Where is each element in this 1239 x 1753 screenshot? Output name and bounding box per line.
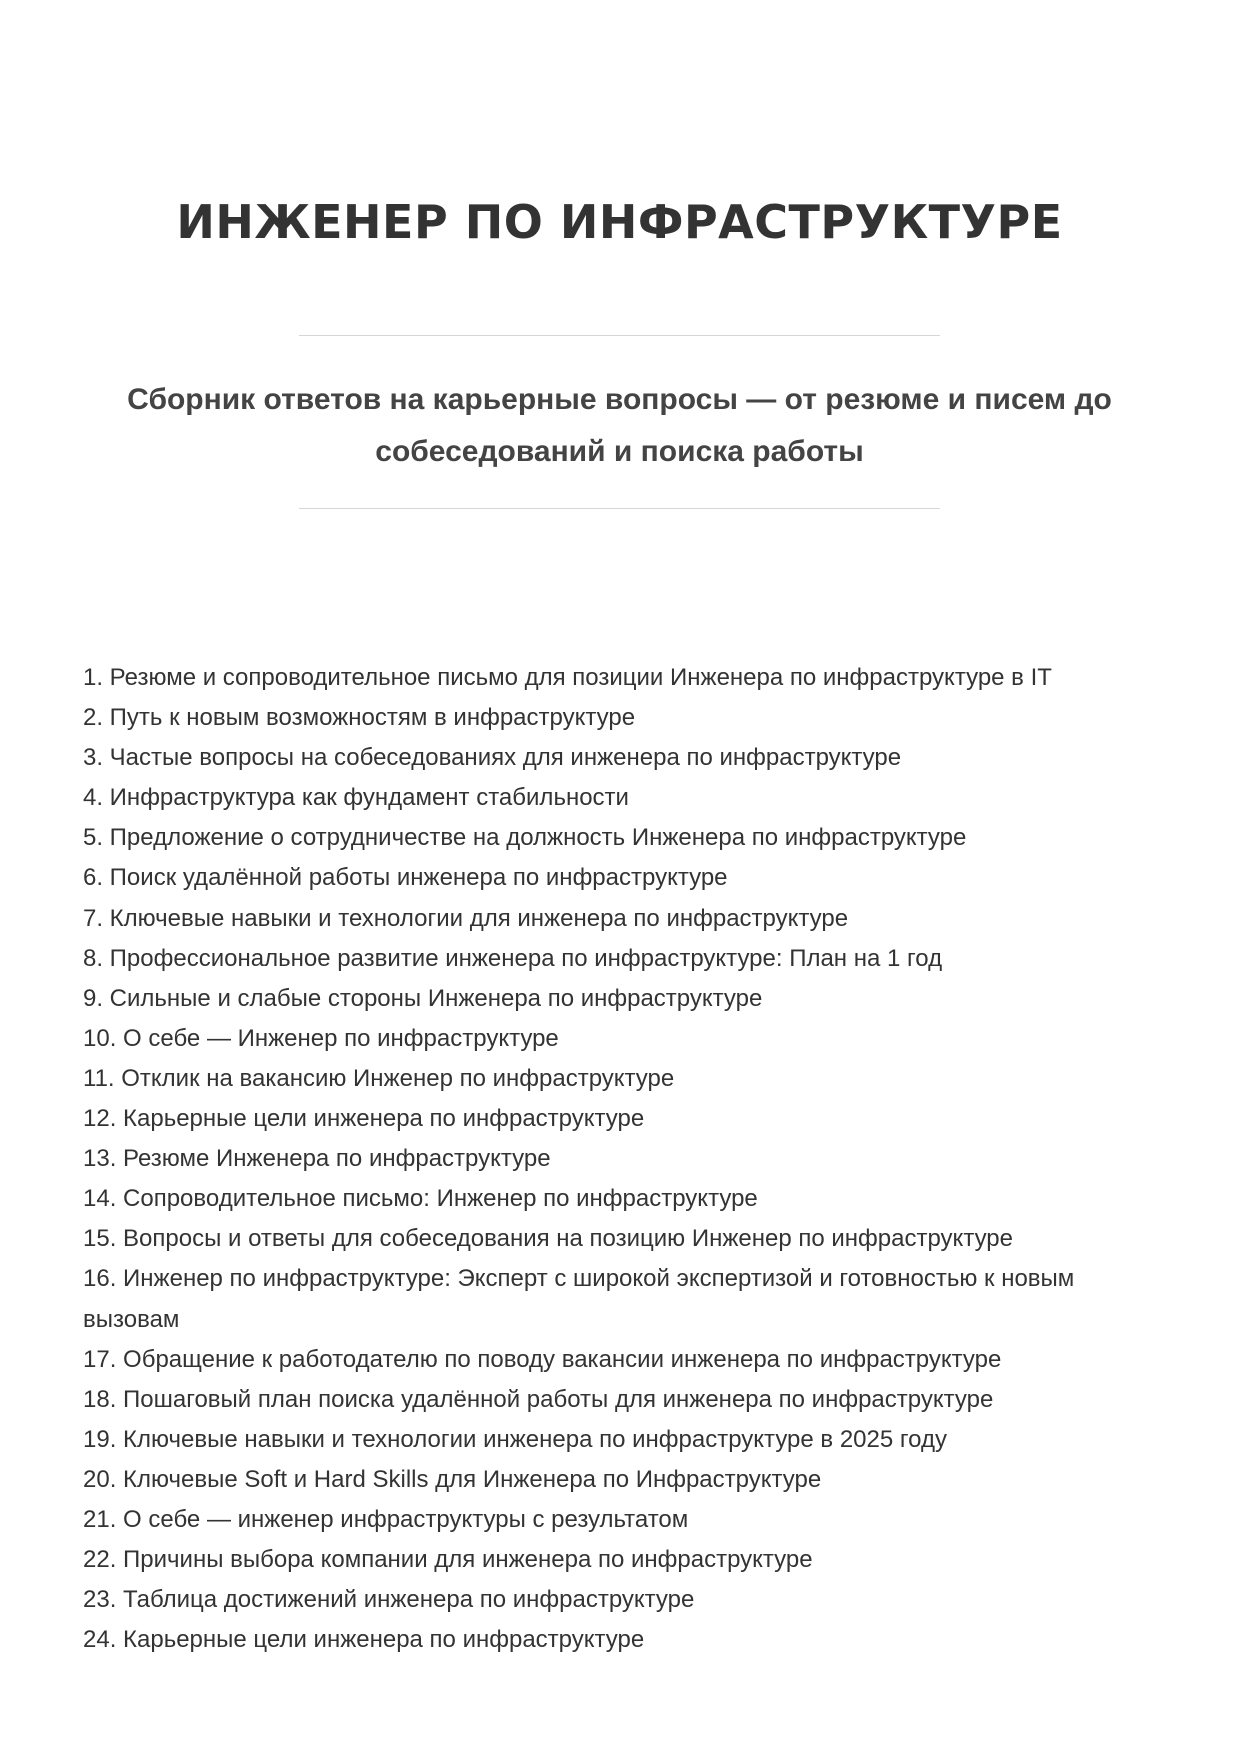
toc-item: 15. Вопросы и ответы для собеседования на позицию Инженер по инфраструктуре [83, 1225, 1013, 1253]
toc-item: 7. Ключевые навыки и технологии для инженера по инфраструктуре [83, 904, 849, 932]
toc-item: 17. Обращение к работодателю по поводу вакансии инженера по инфраструктуре [83, 1345, 1002, 1373]
toc-item: 3. Частые вопросы на собеседованиях для инженера по инфраструктуре [83, 744, 902, 772]
toc-item: 20. Ключевые Soft и Hard Skills для Инженера по Инфраструктуре [83, 1465, 822, 1493]
table-of-contents [83, 658, 1143, 1660]
toc-item: 13. Резюме Инженера по инфраструктуре [83, 1145, 551, 1173]
toc-item: 12. Карьерные цели инженера по инфраструктуре [83, 1105, 645, 1133]
toc-item: 16. Инженер по инфраструктуре: Эксперт с широкой экспертизой и готовностью к новым вызовам [83, 1265, 1075, 1333]
divider-bottom [299, 508, 940, 509]
toc-item: 5. Предложение о сотрудничестве на должность Инженера по инфраструктуре [83, 824, 967, 852]
toc-item: 4. Инфраструктура как фундамент стабильности [83, 784, 629, 812]
divider-top [299, 335, 940, 336]
page-subtitle: Сборник ответов на карьерные вопросы — от резюме и писем до собеседований и поиска работы [127, 383, 1112, 468]
toc-item: 11. Отклик на вакансию Инженер по инфраструктуре [83, 1064, 675, 1092]
toc-item: 2. Путь к новым возможностям в инфраструктуре [83, 704, 636, 732]
toc-item: 24. Карьерные цели инженера по инфраструктуре [83, 1626, 645, 1654]
toc-item: 8. Профессиональное развитие инженера по инфраструктуре: План на 1 год [83, 944, 943, 972]
toc-item: 1. Резюме и сопроводительное письмо для позиции Инженера по инфраструктуре в IT [83, 664, 1052, 691]
toc-item: 23. Таблица достижений инженера по инфраструктуре [83, 1586, 695, 1614]
toc-item: 9. Сильные и слабые стороны Инженера по инфраструктуре [83, 984, 763, 1012]
toc-item: 22. Причины выбора компании для инженера по инфраструктуре [83, 1546, 813, 1574]
toc-item: 21. О себе — инженер инфраструктуры с результатом [83, 1505, 689, 1533]
toc-item: 18. Пошаговый план поиска удалённой работы для инженера по инфраструктуре [83, 1385, 994, 1413]
toc-item: 14. Сопроводительное письмо: Инженер по инфраструктуре [83, 1185, 758, 1213]
toc-item: 19. Ключевые навыки и технологии инженера по инфраструктуре в 2025 году [83, 1425, 947, 1453]
page-title: ИНЖЕНЕР ПО ИНФРАСТРУКТУРЕ [176, 195, 1063, 249]
toc-item: 6. Поиск удалённой работы инженера по инфраструктуре [83, 864, 728, 892]
toc-item: 10. О себе — Инженер по инфраструктуре [83, 1024, 559, 1052]
